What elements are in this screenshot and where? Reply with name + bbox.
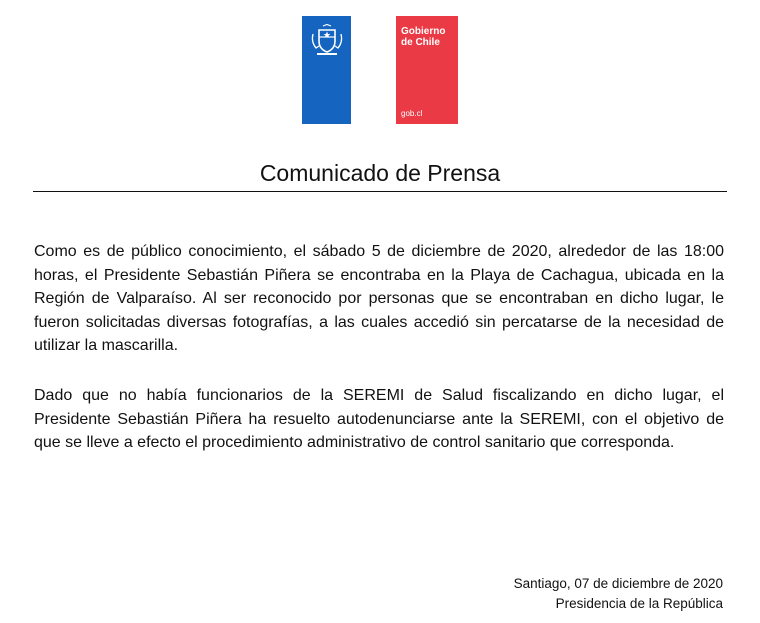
title-divider — [33, 191, 727, 192]
chile-coat-of-arms-logo — [302, 16, 351, 124]
footer — [514, 574, 723, 614]
place-date: Santiago, 07 de diciembre de 2020 — [513, 576, 723, 591]
body-paragraph-1: Como es de público conocimiento, el sábado 5 de diciembre de 2020, alrededor de las 18:00 horas, el Presidente Sebastián Piñera se encontraba en la Playa de Cachagua, ubicada en la Región de Valparaíso. Al ser reconocido por personas que se encontraban en dicho lugar, le fueron solicitadas diversas fotografías, a las cuales accedió sin percatarse de la necesidad de utilizar la mascarilla. — [34, 243, 724, 354]
logo-name: Gobierno de Chile — [401, 26, 446, 48]
gobierno-de-chile-logo — [396, 16, 458, 124]
page-title: Comunicado de Prensa — [259, 160, 501, 186]
body-paragraph-2: Dado que no había funcionarios de la SEREMI de Salud fiscalizando en dicho lugar, el Presidente Sebastián Piñera ha resuelto autodenunciarse ante la SEREMI, con el objetivo de que se lleve a efecto el procedimiento administrativo de control sanitario que corresponda. — [34, 387, 724, 451]
signature: Presidencia de la República — [555, 596, 723, 611]
coat-of-arms-icon — [310, 24, 344, 56]
logo-url: gob.cl — [401, 109, 423, 118]
